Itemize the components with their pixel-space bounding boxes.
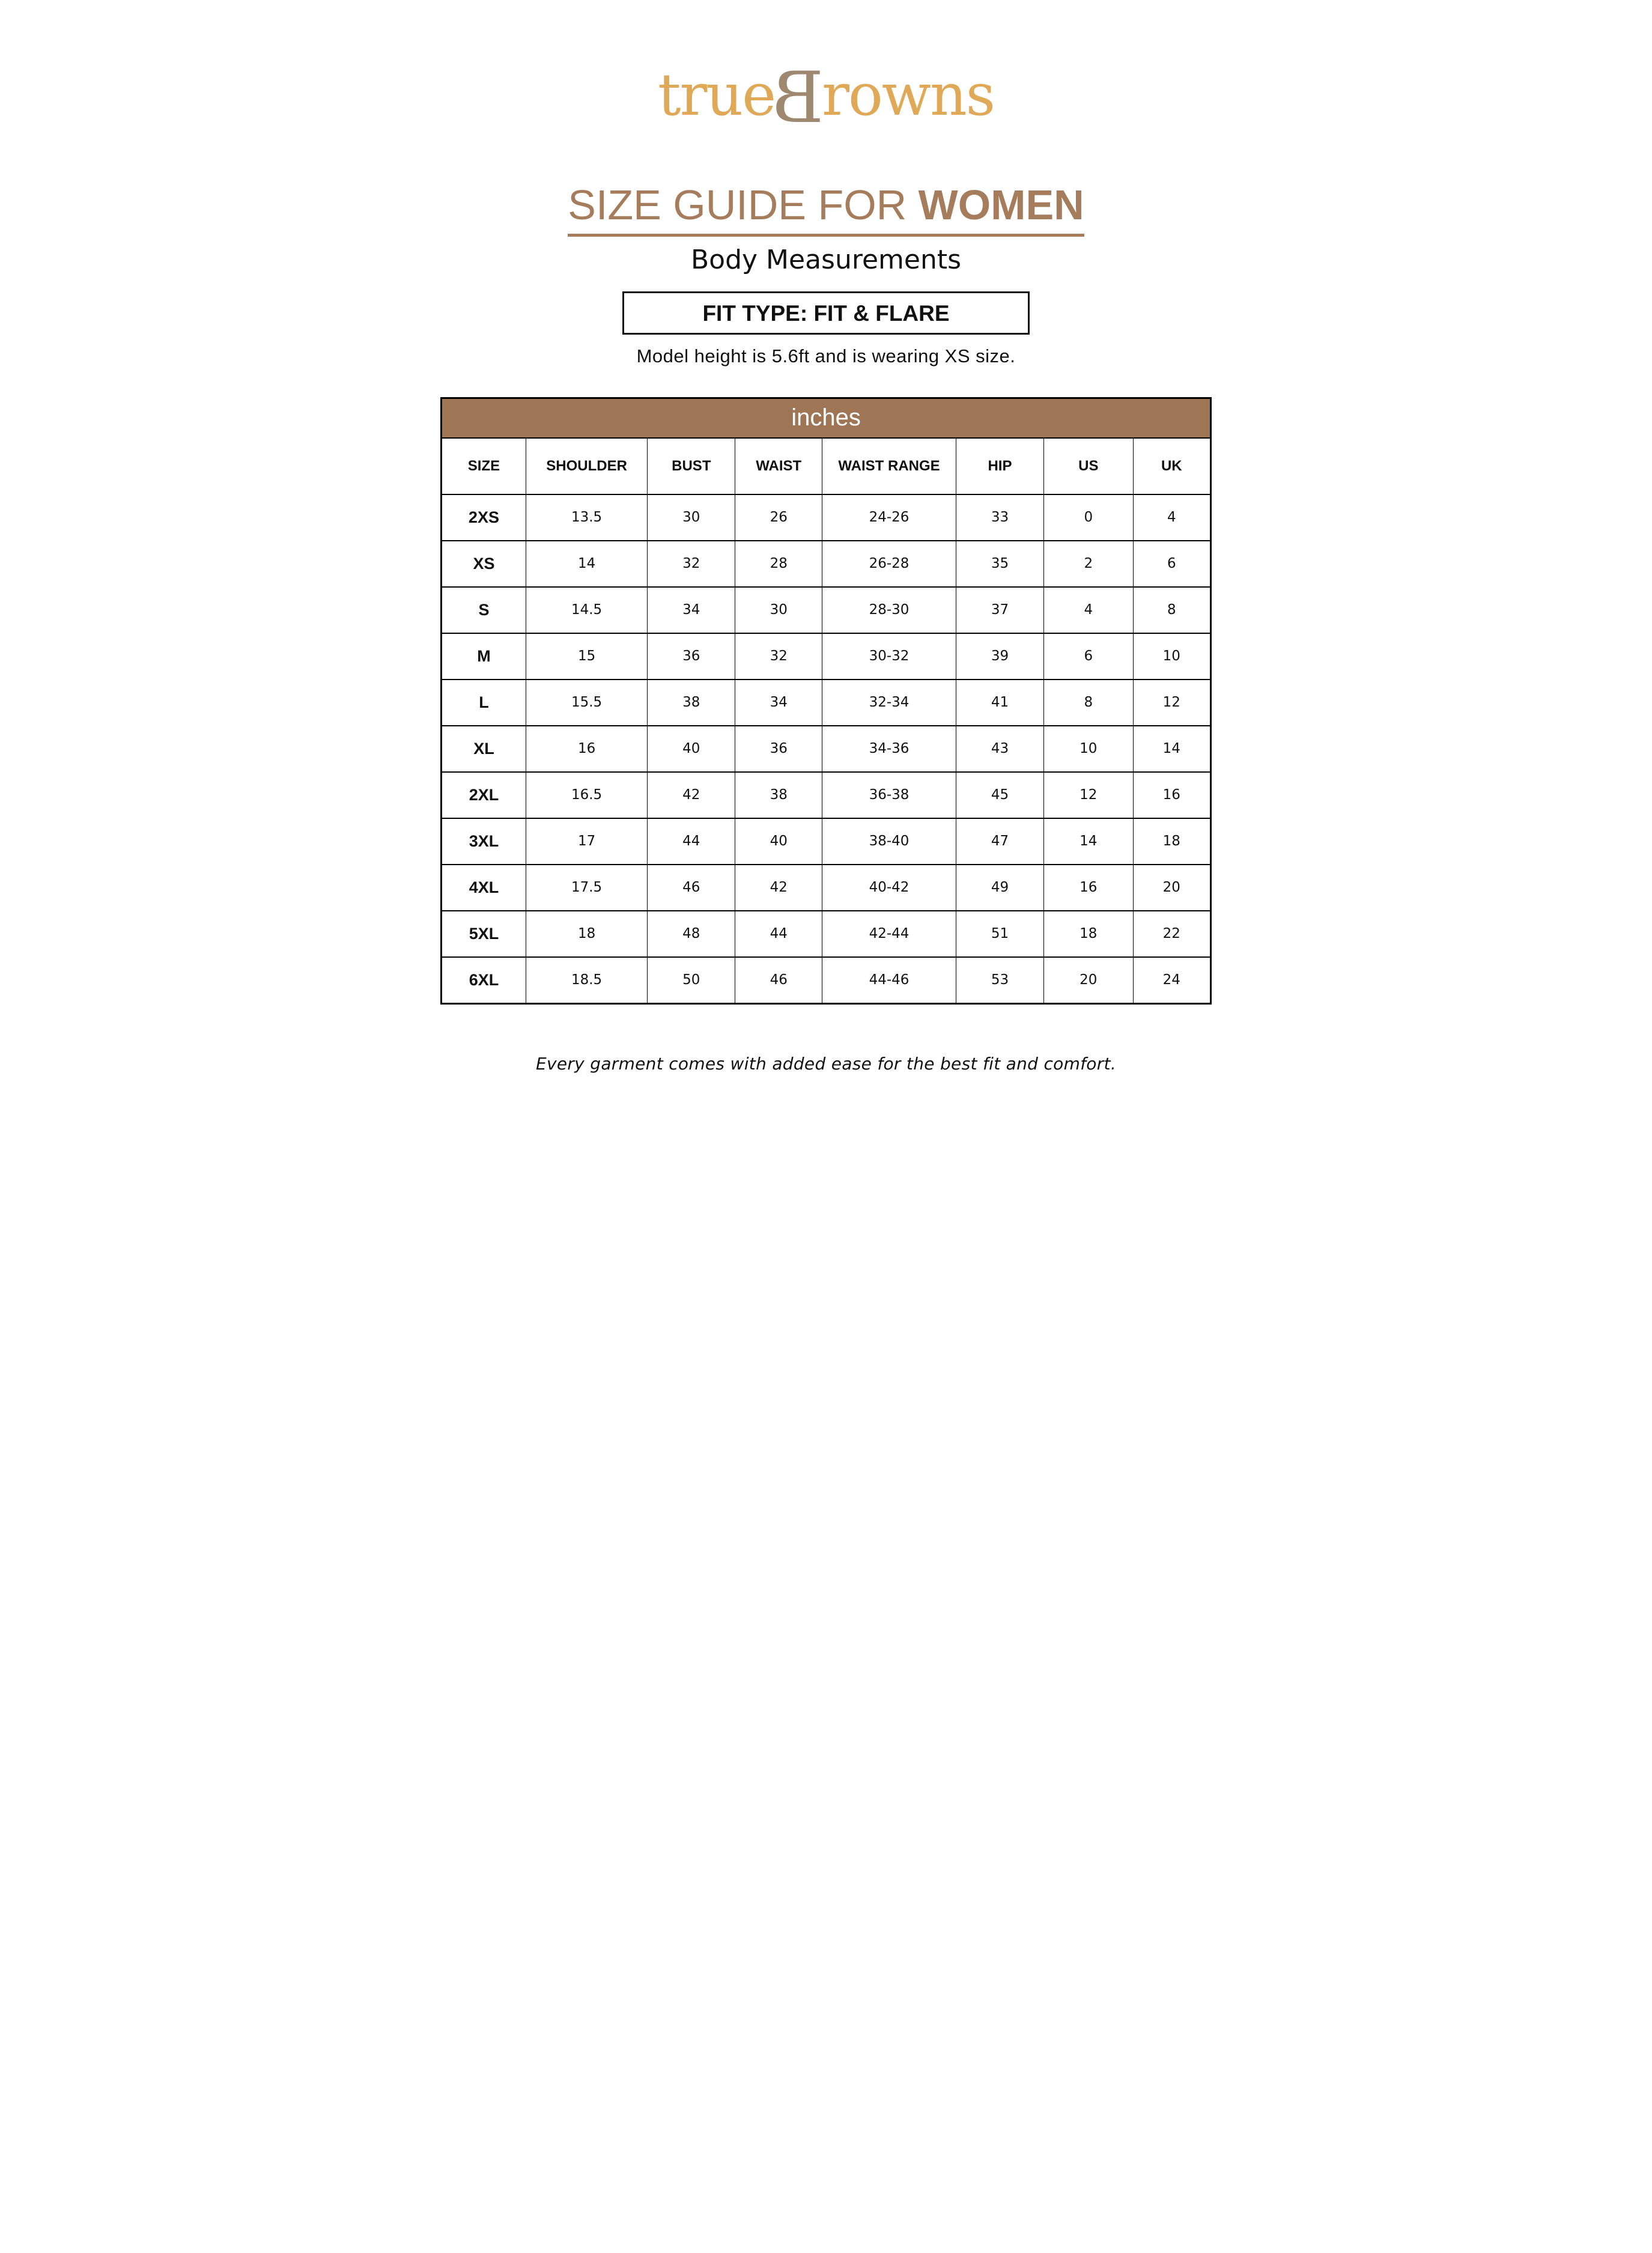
measurement-value: 40-42 [822,865,956,911]
page-title-underline [568,181,1084,237]
logo-text-true: true [657,61,776,129]
column-header-row [442,438,1211,494]
measurement-value: 6 [1133,541,1210,587]
measurement-value: 34 [648,587,735,633]
unit-header-row [442,398,1211,438]
size-label: XS [442,541,526,587]
measurement-value: 20 [1044,957,1134,1004]
measurement-value: 32-34 [822,680,956,726]
measurement-value: 15 [526,633,647,680]
column-header-waist: WAIST [735,438,822,494]
table-row-xl [442,726,1211,772]
measurement-value: 10 [1133,633,1210,680]
measurement-value: 18 [1133,818,1210,865]
measurement-value: 44 [735,911,822,957]
logo-text-rowns: rowns [822,61,995,129]
measurement-value: 18.5 [526,957,647,1004]
size-label: S [442,587,526,633]
model-note: Model height is 5.6ft and is wearing XS size. [636,345,1016,366]
footer-note: Every garment comes with added ease for the best fit and comfort. [535,1053,1117,1074]
measurement-value: 40 [735,818,822,865]
measurement-value: 48 [648,911,735,957]
measurement-value: 38 [648,680,735,726]
table-row-2xs [442,494,1211,541]
measurement-value: 32 [648,541,735,587]
size-label: 4XL [442,865,526,911]
measurement-value: 53 [956,957,1043,1004]
measurement-value: 37 [956,587,1043,633]
table-row-s [442,587,1211,633]
measurement-value: 38-40 [822,818,956,865]
measurement-value: 26-28 [822,541,956,587]
measurement-value: 14 [1133,726,1210,772]
measurement-value: 43 [956,726,1043,772]
measurement-value: 13.5 [526,494,647,541]
measurement-value: 14.5 [526,587,647,633]
measurement-value: 14 [526,541,647,587]
size-label: 5XL [442,911,526,957]
measurement-value: 30 [735,587,822,633]
table-row-6xl [442,957,1211,1004]
measurement-value: 49 [956,865,1043,911]
measurement-value: 20 [1133,865,1210,911]
page-title [413,181,1239,237]
measurement-value: 38 [735,772,822,818]
size-label: M [442,633,526,680]
table-row-xs [442,541,1211,587]
measurement-value: 18 [526,911,647,957]
measurement-value: 36 [648,633,735,680]
measurement-value: 18 [1044,911,1134,957]
page-title-regular: SIZE GUIDE FOR [568,181,919,228]
measurement-value: 40 [648,726,735,772]
measurement-value: 39 [956,633,1043,680]
measurement-value: 36 [735,726,822,772]
measurement-value: 41 [956,680,1043,726]
column-header-shoulder: SHOULDER [526,438,647,494]
column-header-size: SIZE [442,438,526,494]
size-label: 2XL [442,772,526,818]
measurement-value: 35 [956,541,1043,587]
brand-logo: trueBrowns [657,56,995,139]
size-label: 3XL [442,818,526,865]
size-label: L [442,680,526,726]
size-label: XL [442,726,526,772]
measurement-value: 42 [648,772,735,818]
subtitle: Body Measurements [690,245,962,276]
size-guide-page [413,0,1239,1126]
measurement-value: 33 [956,494,1043,541]
size-label: 2XS [442,494,526,541]
column-header-waist-range: WAIST RANGE [822,438,956,494]
measurement-value: 10 [1044,726,1134,772]
measurement-value: 4 [1044,587,1134,633]
table-row-3xl [442,818,1211,865]
table-row-m [442,633,1211,680]
fit-type-box [622,291,1030,335]
measurement-value: 32 [735,633,822,680]
measurement-value: 42-44 [822,911,956,957]
measurement-value: 17.5 [526,865,647,911]
size-chart-table [440,397,1212,1005]
table-row-2xl [442,772,1211,818]
measurement-value: 30 [648,494,735,541]
measurement-value: 34 [735,680,822,726]
measurement-value: 4 [1133,494,1210,541]
measurement-value: 22 [1133,911,1210,957]
measurement-value: 47 [956,818,1043,865]
measurement-value: 16 [1044,865,1134,911]
measurement-value: 36-38 [822,772,956,818]
size-label: 6XL [442,957,526,1004]
measurement-value: 42 [735,865,822,911]
fit-type-label: FIT TYPE: FIT & FLARE [702,300,950,326]
measurement-value: 44 [648,818,735,865]
measurement-value: 12 [1044,772,1134,818]
page-title-bold: WOMEN [918,181,1084,228]
measurement-value: 17 [526,818,647,865]
measurement-value: 44-46 [822,957,956,1004]
measurement-value: 16 [1133,772,1210,818]
table-row-l [442,680,1211,726]
measurement-value: 2 [1044,541,1134,587]
table-row-4xl [442,865,1211,911]
column-header-us: US [1044,438,1134,494]
measurement-value: 15.5 [526,680,647,726]
measurement-value: 16 [526,726,647,772]
measurement-value: 30-32 [822,633,956,680]
measurement-value: 14 [1044,818,1134,865]
measurement-value: 28-30 [822,587,956,633]
table-row-5xl [442,911,1211,957]
column-header-bust: BUST [648,438,735,494]
measurement-value: 45 [956,772,1043,818]
measurement-value: 24 [1133,957,1210,1004]
measurement-value: 8 [1133,587,1210,633]
measurement-value: 28 [735,541,822,587]
measurement-value: 46 [735,957,822,1004]
measurement-value: 34-36 [822,726,956,772]
unit-header: inches [442,398,1211,438]
measurement-value: 8 [1044,680,1134,726]
measurement-value: 0 [1044,494,1134,541]
measurement-value: 50 [648,957,735,1004]
column-header-hip: HIP [956,438,1043,494]
measurement-value: 16.5 [526,772,647,818]
measurement-value: 26 [735,494,822,541]
measurement-value: 51 [956,911,1043,957]
measurement-value: 24-26 [822,494,956,541]
measurement-value: 12 [1133,680,1210,726]
measurement-value: 46 [648,865,735,911]
measurement-value: 6 [1044,633,1134,680]
column-header-uk: UK [1133,438,1210,494]
